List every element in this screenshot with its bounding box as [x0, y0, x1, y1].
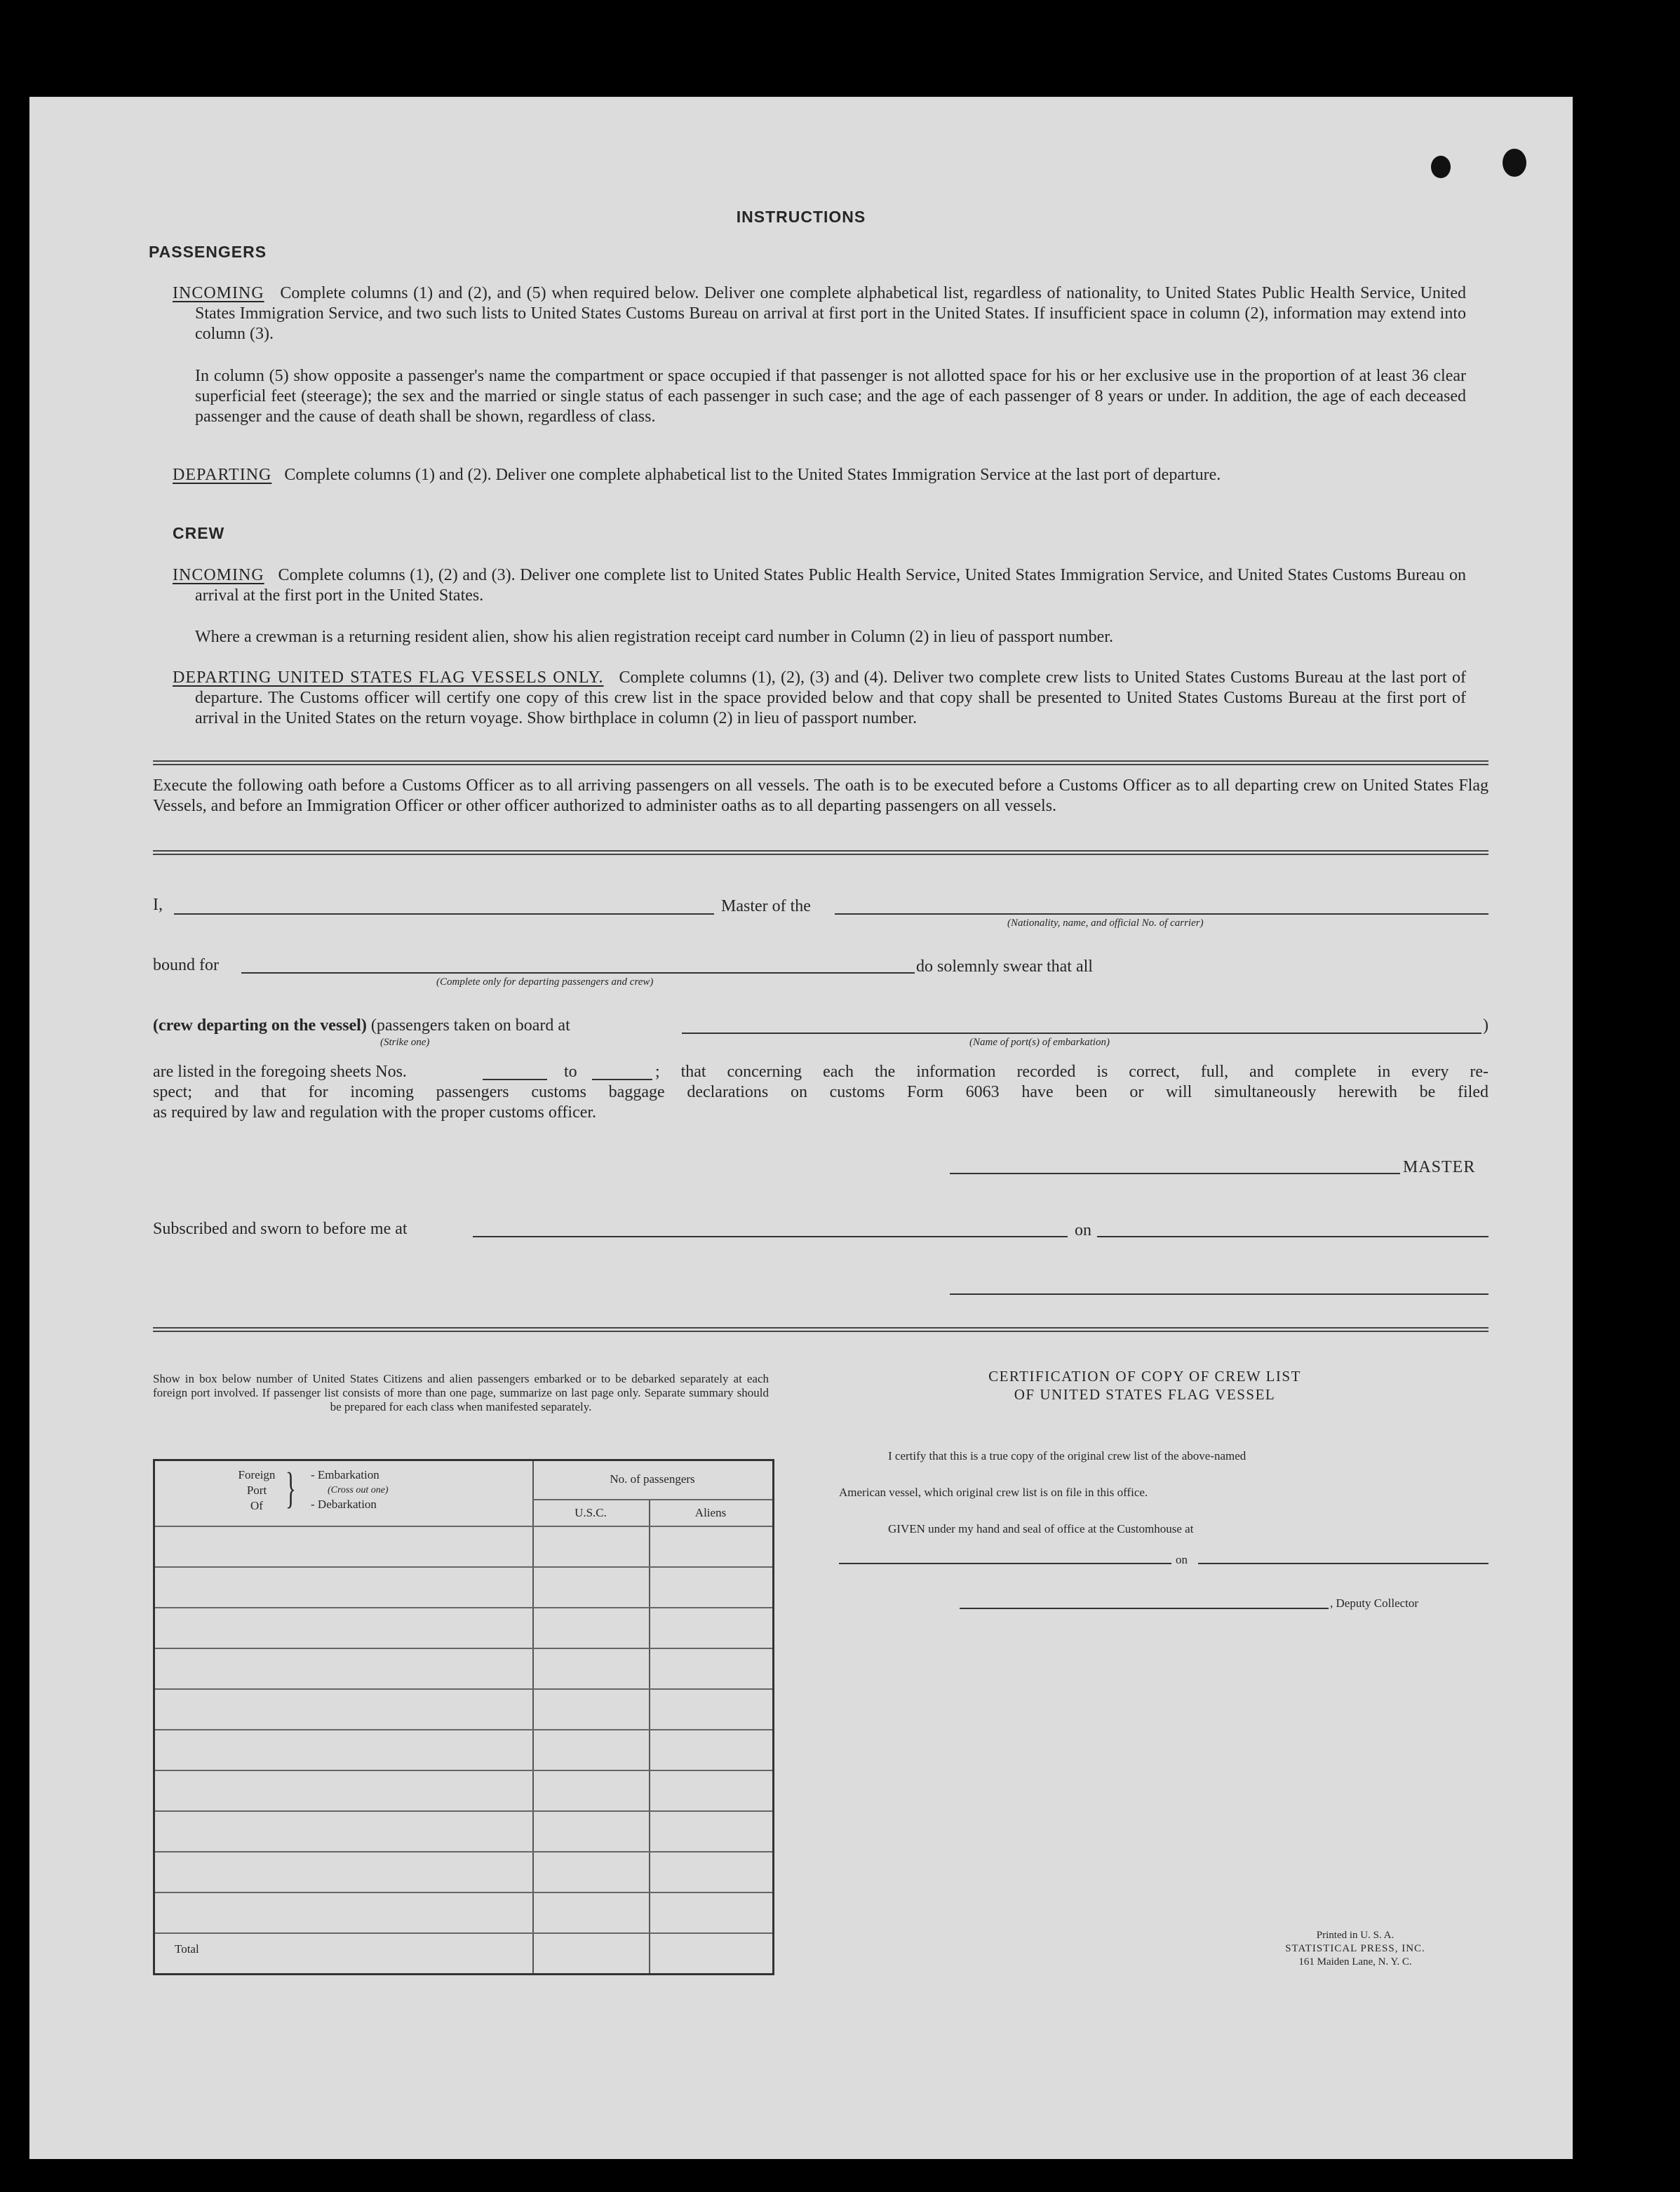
sworn-location-field[interactable] [473, 1236, 1068, 1237]
deputy-signature-field[interactable] [960, 1608, 1329, 1609]
crew-heading: CREW [173, 524, 225, 542]
port-label: Port [246, 1484, 267, 1497]
table-row [155, 1851, 772, 1853]
sheet-to-field[interactable] [592, 1079, 652, 1080]
embarkation-label: - Embarkation [311, 1468, 379, 1481]
table-row [155, 1770, 772, 1771]
total-label: Total [175, 1942, 199, 1956]
passenger-summary-table [153, 1459, 774, 1975]
sworn-date-field[interactable] [1097, 1236, 1489, 1237]
passengers-departing-paragraph [173, 465, 1466, 485]
table-row [155, 1932, 772, 1934]
ports-hint: (Name of port(s) of embarkation) [969, 1037, 1110, 1048]
table-row [155, 1729, 772, 1730]
table-row [155, 1566, 772, 1568]
aliens-header: Aliens [694, 1506, 727, 1519]
ink-blot [1503, 149, 1526, 177]
concerning-text: ; that concerning each the information recorded is correct, full, and complete in every re- [655, 1063, 1489, 1081]
carrier-field[interactable] [835, 913, 1489, 915]
table-row [155, 1648, 772, 1649]
listed-in-label: are listed in the foregoing sheets Nos. [153, 1063, 407, 1081]
ink-blot [1431, 156, 1451, 178]
section-divider [153, 1327, 1489, 1332]
printer-imprint [1222, 1929, 1489, 1969]
oath-i: I, [153, 896, 163, 914]
passengers-departing-label: DEPARTING [173, 466, 272, 484]
brace-icon: } [285, 1465, 296, 1512]
strike-one-hint: (Strike one) [380, 1037, 430, 1048]
customhouse-field[interactable] [839, 1563, 1171, 1564]
foreign-label: Foreign [238, 1468, 276, 1481]
embarkation-port-field[interactable] [682, 1033, 1481, 1034]
page-title: INSTRUCTIONS [736, 208, 866, 226]
usc-header: U.S.C. [574, 1506, 607, 1519]
printer-line-3: 161 Maiden Lane, N. Y. C. [1298, 1956, 1412, 1968]
crew-departing-paragraph [173, 668, 1466, 729]
master-signature-field[interactable] [950, 1173, 1400, 1174]
certification-title-2: OF UNITED STATES FLAG VESSEL [1014, 1386, 1276, 1403]
passengers-incoming-label: INCOMING [173, 284, 264, 302]
printer-line-2: STATISTICAL PRESS, INC. [1285, 1943, 1425, 1954]
sworn-on-label: on [1075, 1221, 1091, 1239]
certification-title-1: CERTIFICATION OF COPY OF CREW LIST [988, 1368, 1301, 1385]
crew-departing-text: Complete columns (1), (2), (3) and (4). Deliver two complete crew lists to United States Customs Bureau at the last port of departure. The Customs officer will certify one copy of this crew list in the space provided below and that copy shall be presented to United States Customs Bureau at the first port of arrival in the United States on the return voyage. Show birthplace in column (2) in lieu of passport number. [195, 668, 1467, 727]
no-passengers-header: No. of passengers [610, 1472, 695, 1486]
table-row [155, 1810, 772, 1812]
to-label: to [564, 1063, 577, 1081]
passengers-column5-paragraph: In column (5) show opposite a passenger's name the compartment or space occupied if that passenger is not allotted space for his or her exclusive use in the proportion of at least 36 clear superficial feet (steerage); the sex and the married or single status of each passenger in such case; and the age of each passenger of 8 years or under. In addition, the age of each deceased passenger and the cause of death shall be shown, regardless of class. [195, 367, 1466, 426]
printer-line-1: Printed in U. S. A. [1316, 1930, 1395, 1941]
section-divider [153, 850, 1489, 855]
bound-for-label: bound for [153, 956, 219, 974]
passengers-incoming-paragraph [173, 283, 1466, 344]
debarkation-label: - Debarkation [311, 1498, 377, 1511]
given-line: GIVEN under my hand and seal of office at the Customhouse at [888, 1522, 1194, 1535]
of-label: Of [250, 1499, 263, 1512]
table-row [155, 1688, 772, 1690]
passengers-incoming-text: Complete columns (1) and (2), and (5) when required below. Deliver one complete alphabetical list, regardless of nationality, to United States Public Health Service, United States Immigration Service, and two such lists to United States Customs Bureau on arrival at first port in the United States. If insufficient space in column (2), information may extend into column (3). [195, 284, 1467, 343]
crew-departing-text: (crew departing on the vessel) [153, 1016, 367, 1035]
summary-instructions: Show in box below number of United States Citizens and alien passengers embarked or to be debarked separately at each foreign port involved. If passenger list consists of more than one page, summarize on last page only. Separate summary should be prepared for each class when manifested separately. [153, 1372, 769, 1413]
oath-instructions: Execute the following oath before a Customs Officer as to all arriving passengers on all vessels. The oath is to be executed before a Customs Officer as to all departing crew on United States Flag Vessels, and before an Immigration Officer or other officer authorized to administer oaths as to all departing passengers on all vessels. [153, 776, 1489, 815]
cert-on-label: on [1176, 1553, 1188, 1566]
nationality-hint: (Nationality, name, and official No. of carrier) [1007, 917, 1204, 929]
deputy-collector-label: , Deputy Collector [1330, 1596, 1419, 1610]
passengers-heading: PASSENGERS [149, 243, 267, 261]
swear-label: do solemnly swear that all [916, 957, 1093, 976]
bound-for-field[interactable] [241, 972, 915, 974]
form-page [29, 97, 1573, 2159]
passengers-taken-text: (passengers taken on board at [370, 1016, 570, 1035]
crew-incoming-paragraph [173, 565, 1466, 606]
master-label: MASTER [1403, 1158, 1476, 1176]
certify-line-1: I certify that this is a true copy of the original crew list of the above-named [888, 1449, 1246, 1463]
close-paren: ) [1483, 1016, 1489, 1035]
subscribed-label: Subscribed and sworn to before me at [153, 1220, 408, 1238]
table-row [155, 1892, 772, 1893]
table-row [155, 1607, 772, 1608]
crew-departing-option [153, 1016, 570, 1036]
crew-alien-paragraph: Where a crewman is a returning resident alien, show his alien registration receipt card number in Column (2) in lieu of passport number. [195, 628, 1113, 646]
crew-incoming-label: INCOMING [173, 566, 264, 584]
cross-out-hint: (Cross out one) [328, 1485, 389, 1495]
crew-departing-label: DEPARTING UNITED STATES FLAG VESSELS ONLY. [173, 668, 604, 687]
oath-line-3: as required by law and regulation with the proper customs officer. [153, 1103, 597, 1122]
certify-line-2: American vessel, which original crew list is on file in this office. [839, 1486, 1148, 1499]
master-name-field[interactable] [174, 913, 714, 915]
sheet-from-field[interactable] [483, 1079, 547, 1080]
oath-line-2: spect; and that for incoming passengers customs baggage declarations on customs Form 6063 have been or will simultaneously herewith be filed [153, 1083, 1489, 1101]
complete-only-hint: (Complete only for departing passengers and crew) [436, 976, 654, 988]
master-of-the-label: Master of the [721, 897, 811, 915]
crew-incoming-text: Complete columns (1), (2) and (3). Deliver one complete list to United States Public Health Service, United States Immigration Service, and United States Customs Bureau on arrival at the first port in the United States. [195, 566, 1467, 605]
officer-signature-field[interactable] [950, 1293, 1489, 1295]
passengers-departing-text: Complete columns (1) and (2). Deliver one complete alphabetical list to the United States Immigration Service at the last port of departure. [284, 466, 1221, 484]
section-divider [153, 760, 1489, 765]
cert-date-field[interactable] [1198, 1563, 1489, 1564]
